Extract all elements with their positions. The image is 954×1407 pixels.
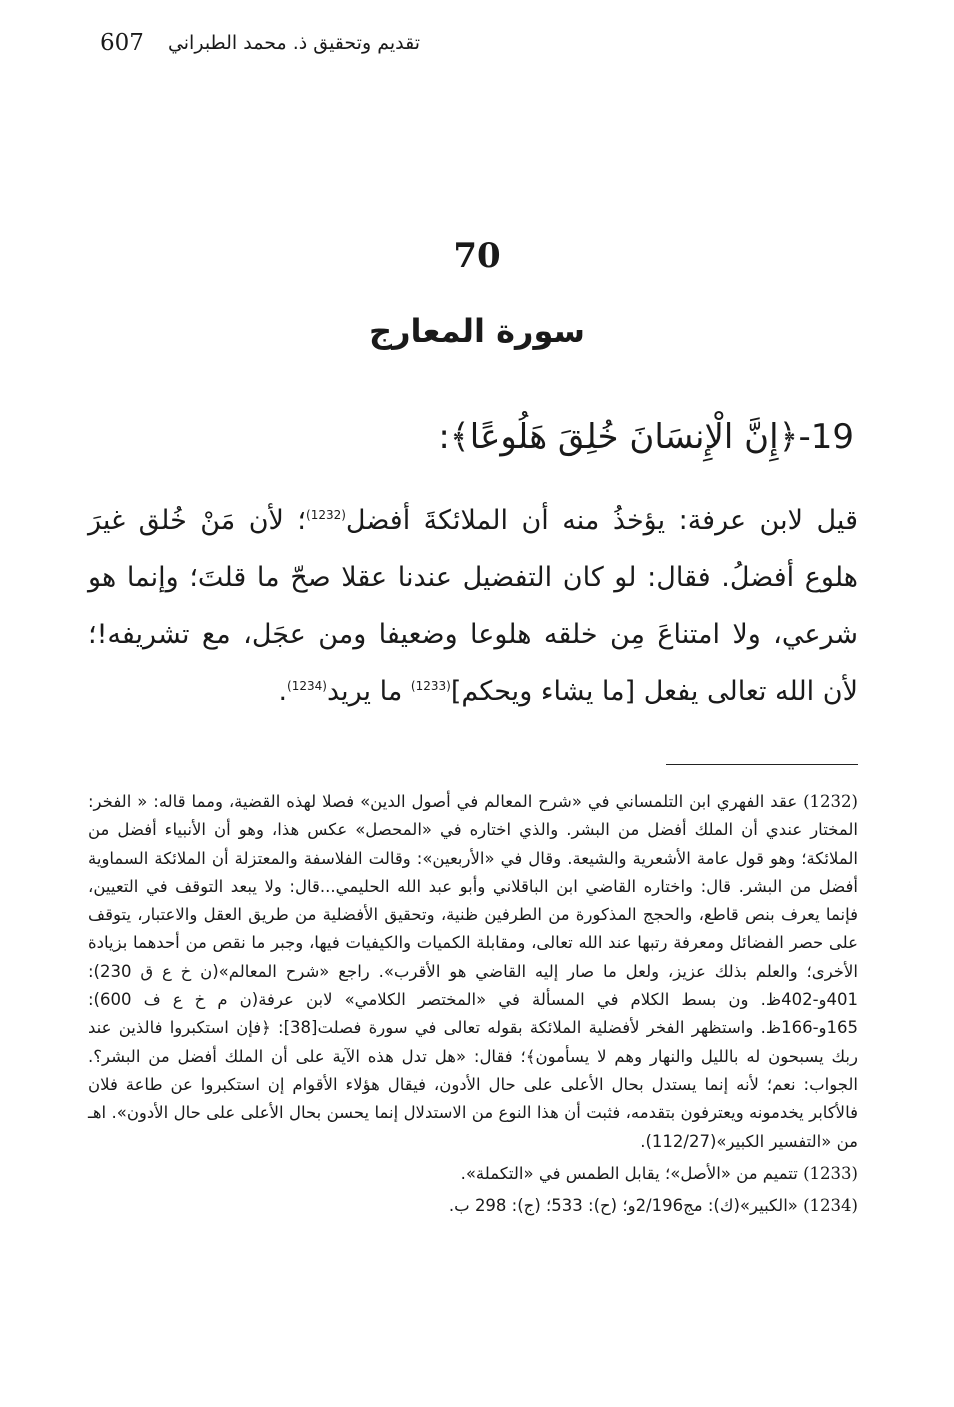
footnote-ref: (1234) bbox=[287, 679, 327, 693]
verse-heading: 19-﴿إِنَّ الْإِنسَانَ خُلِقَ هَلُوعًا﴾: bbox=[438, 417, 854, 457]
body-text-segment: ما يريد bbox=[326, 676, 411, 707]
footnote-number: (1233) bbox=[803, 1163, 858, 1183]
footnote-ref: (1233) bbox=[410, 679, 451, 693]
body-text-segment: قيل لابن عرفة: يؤخذُ منه أن الملائكةَ أفضل bbox=[345, 505, 858, 536]
footnote bbox=[88, 1160, 858, 1188]
footnote-text: «الكبير»(ك): مج2/196و؛ (ح): 533؛ (ج): 298 ب. bbox=[448, 1196, 798, 1216]
footnote-number: (1232) bbox=[803, 792, 858, 811]
footnote-separator bbox=[666, 764, 858, 765]
surah-title: سورة المعارج bbox=[369, 312, 585, 350]
footnote bbox=[88, 1192, 858, 1220]
footnote-text: عقد الفهري ابن التلمساني في «شرح المعالم في أصول الدين» فصلا لهذه القضية، ومما قاله: « الفخر: المختار عندي أن الملك أفضل من البشر. والذي اختاره في «المحصل» عكس هذا، وهو أن الأنبياء أفضل من الملائكة؛ وهو قول عامة الأشعرية والشيعة. وقال في «الأربعين»: وقالت الفلاسفة والمعتزلة أن الملائكة السماوية أفضل من البشر. قال: واختاره القاضي ابن الباقلاني وأبو عبد الله الحليمي...قال: ولا يبعد التوقف في التعيين، فإنما يعرف بنص قاطع، والحجج المذكورة من الطرفين ظنية، وتحقيق الأفضلية من طريق العقل والاعتبار، يتوقف على حصر الفضائل ومعرفة رتبها عند الله تعالى، ومقابلة الكميات والكيفيات فيها، وجبر ما نقص من أحدهما بزيادة الأخرى؛ والعلم بذلك عزيز، ولعل ما صار إليه القاضي هو الأقرب». راجع «شرح المعالم»(ن خ ع ق 230): 401و-402ظ. ون بسط الكلام في المسألة في «المختصر الكلامي» لابن عرفة(ن م خ ع ف 600): 165و-166ظ. واستظهر الفخر لأفضلية الملائكة بقوله تعالى في سورة فصلت[38]: ﴿فإن استكبروا فالذين عند ربك يسبحون له بالليل والنهار وهم لا يسأمون﴾؛ فقال: «هل تدل هذه الآية على أن الملك أفضل من البشر؟. الجواب: نعم؛ لأنه إنما يستدل بحال الأعلى على حال الأدون، فيقال هؤلاء الأقوام إن استكبروا عن طاعة فلان فالأكابر يخدمونه ويعترفون بتقدمه، فثبت أن هذا النوع من الاستدلال إنما يحسن بحال الأعلى على حال الأدون». اهـ من «التفسير الكبير»(112/27). bbox=[88, 792, 858, 1151]
page-header bbox=[100, 28, 420, 68]
footnotes bbox=[88, 788, 858, 1220]
body-paragraph bbox=[88, 492, 858, 720]
page-number: 607 bbox=[100, 30, 144, 56]
running-title: تقديم وتحقيق ذ. محمد الطبراني bbox=[167, 32, 420, 54]
body-text-segment: ؛ لأن مَنْ خُلق غيرَ هلوع أفضلُ. فقال: لو كان التفضيل عندنا عقلا صحّ ما قلتَ؛ وإنما هو شرعي، ولا امتناعَ مِن خلقه هلوعا وضعيفا ومن عجَل، مع تشريفه!؛ لأن الله تعالى يفعل [ما يشاء ويحكم] bbox=[88, 505, 858, 707]
footnote bbox=[88, 788, 858, 1156]
body-text-segment: . bbox=[278, 676, 288, 707]
chapter-number: 70 bbox=[453, 236, 501, 276]
footnote-number: (1234) bbox=[803, 1196, 858, 1216]
footnote-ref: (1232) bbox=[306, 508, 346, 522]
footnote-text: تتميم من «الأصل»؛ يقابل الطمس في «التكملة». bbox=[460, 1163, 798, 1183]
